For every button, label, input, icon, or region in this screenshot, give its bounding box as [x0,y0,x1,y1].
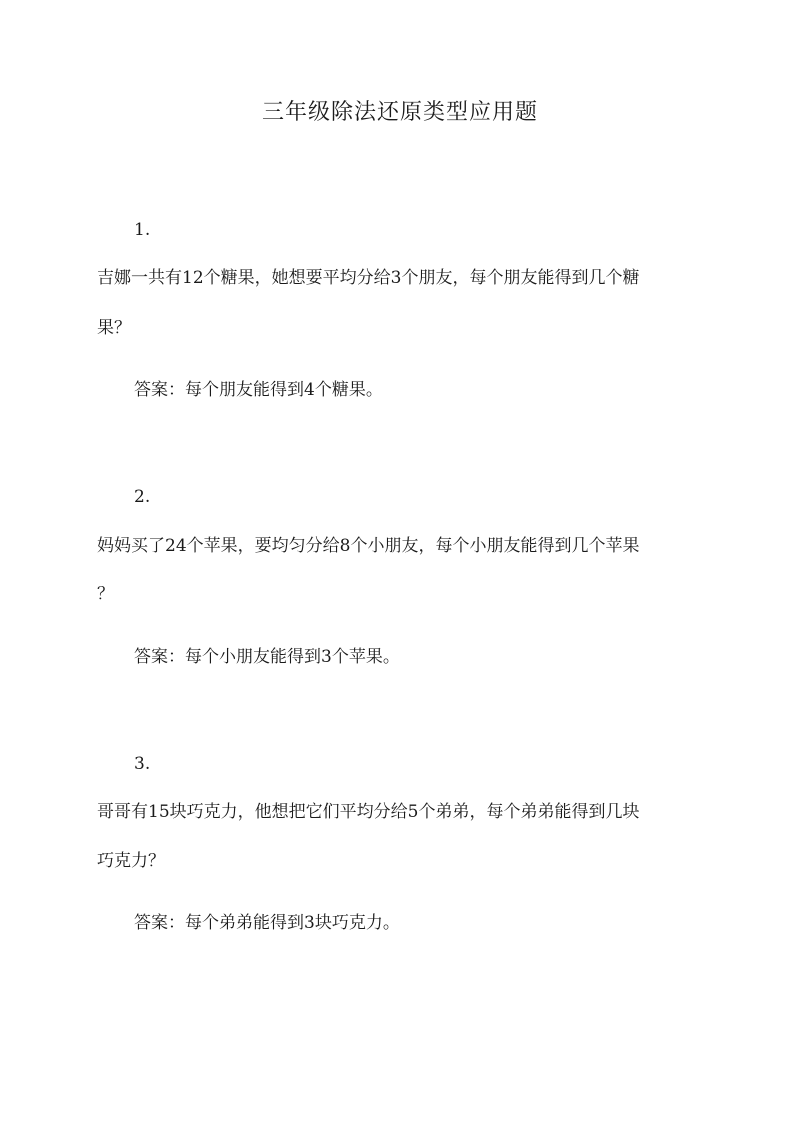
problem-2-answer: 答案：每个小朋友能得到3个苹果。 [134,647,400,667]
document-title: 三年级除法还原类型应用题 [261,100,538,125]
problem-2-question-line-1: 妈妈买了24个苹果，要均匀分给8个小朋友，每个小朋友能得到几个苹果 [97,536,640,556]
problem-1-answer: 答案：每个朋友能得到4个糖果。 [134,380,383,400]
problem-1-question-line-1: 吉娜一共有12个糖果，她想要平均分给3个朋友，每个朋友能得到几个糖 [97,268,640,288]
problem-3-answer: 答案：每个弟弟能得到3块巧克力。 [134,913,400,933]
problem-2-number: 2. [134,487,151,507]
problem-3-number: 3. [134,754,151,774]
problem-3-question-line-1: 哥哥有15块巧克力，他想把它们平均分给5个弟弟，每个弟弟能得到几块 [97,802,640,822]
problem-1-question-line-2: 果？ [97,318,131,338]
problem-2-question-line-2: ？ [97,584,114,604]
problem-3-question-line-2: 巧克力？ [97,851,165,871]
problem-1-number: 1. [134,220,151,240]
